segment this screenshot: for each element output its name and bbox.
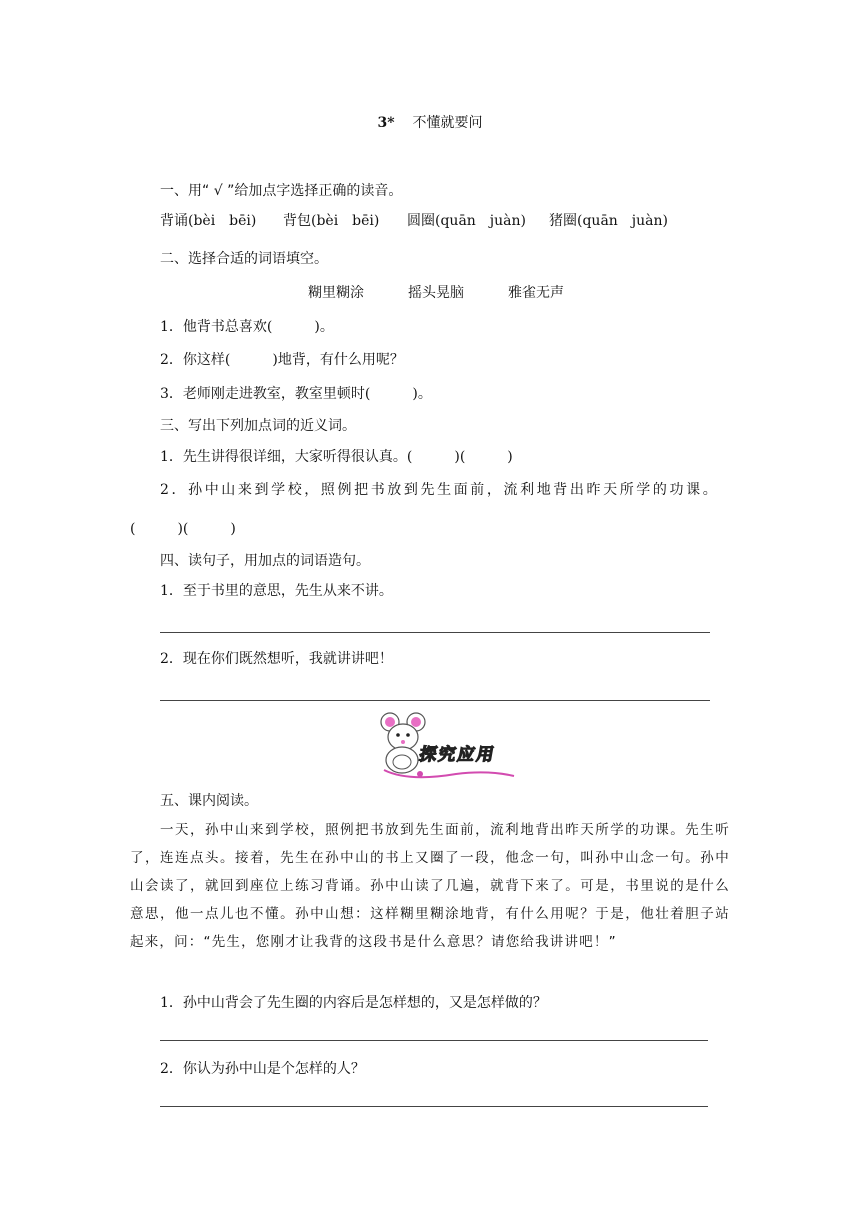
- page-title: [0, 112, 860, 132]
- synonym-question-2: 2．孙中山来到学校，照例把书放到先生面前，流利地背出昨天所学的功课。: [160, 482, 720, 498]
- answer-line[interactable]: [160, 1106, 708, 1107]
- word-option: 糊里糊涂: [308, 285, 364, 301]
- section-4-heading: 四、读句子，用加点的词语造句。: [160, 553, 370, 569]
- word-bank: [308, 282, 608, 302]
- lesson-number: 3*: [377, 115, 395, 131]
- pinyin-item-4: 猪圈(quān juàn): [549, 213, 668, 229]
- explore-banner: [378, 712, 518, 782]
- synonym-question-1: 1．先生讲得很详细，大家听得很认真。( )( ): [160, 449, 513, 465]
- answer-line[interactable]: [160, 700, 710, 701]
- word-option: 雅雀无声: [508, 285, 564, 301]
- answer-line[interactable]: [160, 1040, 708, 1041]
- word-option: 摇头晃脑: [408, 285, 464, 301]
- lesson-title: 不懂就要问: [412, 115, 483, 131]
- pinyin-item-3: 圆圈(quān juàn): [407, 213, 526, 229]
- pinyin-item-2: 背包(bèi bēi): [283, 213, 380, 229]
- synonym-question-2-blanks: ( )( ): [130, 521, 236, 537]
- section-1-heading: 一、用“ √ ”给加点字选择正确的读音。: [160, 183, 403, 199]
- fill-question-3: 3．老师刚走进教室，教室里顿时( )。: [160, 386, 432, 402]
- reading-passage: 一天，孙中山来到学校，照例把书放到先生面前，流利地背出昨天所学的功课。先生听了，连连点头。接着，先生在孙中山的书上又圈了一段，他念一句，叫孙中山念一句。孙中山会读了，就回到座位上练习背诵。孙中山读了几遍，就背下来了。可是，书里说的是什么意思，他一点儿也不懂。孙中山想：这样糊里糊涂地背，有什么用呢？于是，他壮着胆子站起来，问：“先生，您刚才让我背的这段书是什么意思？请您给我讲讲吧！”: [130, 822, 730, 950]
- section-5-heading: 五、课内阅读。: [160, 793, 258, 809]
- sentence-question-2: 2．现在你们既然想听，我就讲讲吧！: [160, 651, 393, 667]
- section-2-heading: 二、选择合适的词语填空。: [160, 251, 328, 267]
- fill-question-1: 1．他背书总喜欢( )。: [160, 319, 334, 335]
- sentence-question-1: 1．至于书里的意思，先生从来不讲。: [160, 583, 393, 599]
- banner-label: 探究应用: [417, 745, 498, 765]
- answer-line[interactable]: [160, 632, 710, 633]
- pinyin-item-1: 背诵(bèi bēi): [160, 213, 257, 229]
- section-3-heading: 三、写出下列加点词的近义词。: [160, 418, 356, 434]
- reading-question-2: 2．你认为孙中山是个怎样的人？: [160, 1061, 365, 1077]
- fill-question-2: 2．你这样( )地背，有什么用呢？: [160, 352, 404, 368]
- reading-question-1: 1．孙中山背会了先生圈的内容后是怎样想的，又是怎样做的？: [160, 995, 547, 1011]
